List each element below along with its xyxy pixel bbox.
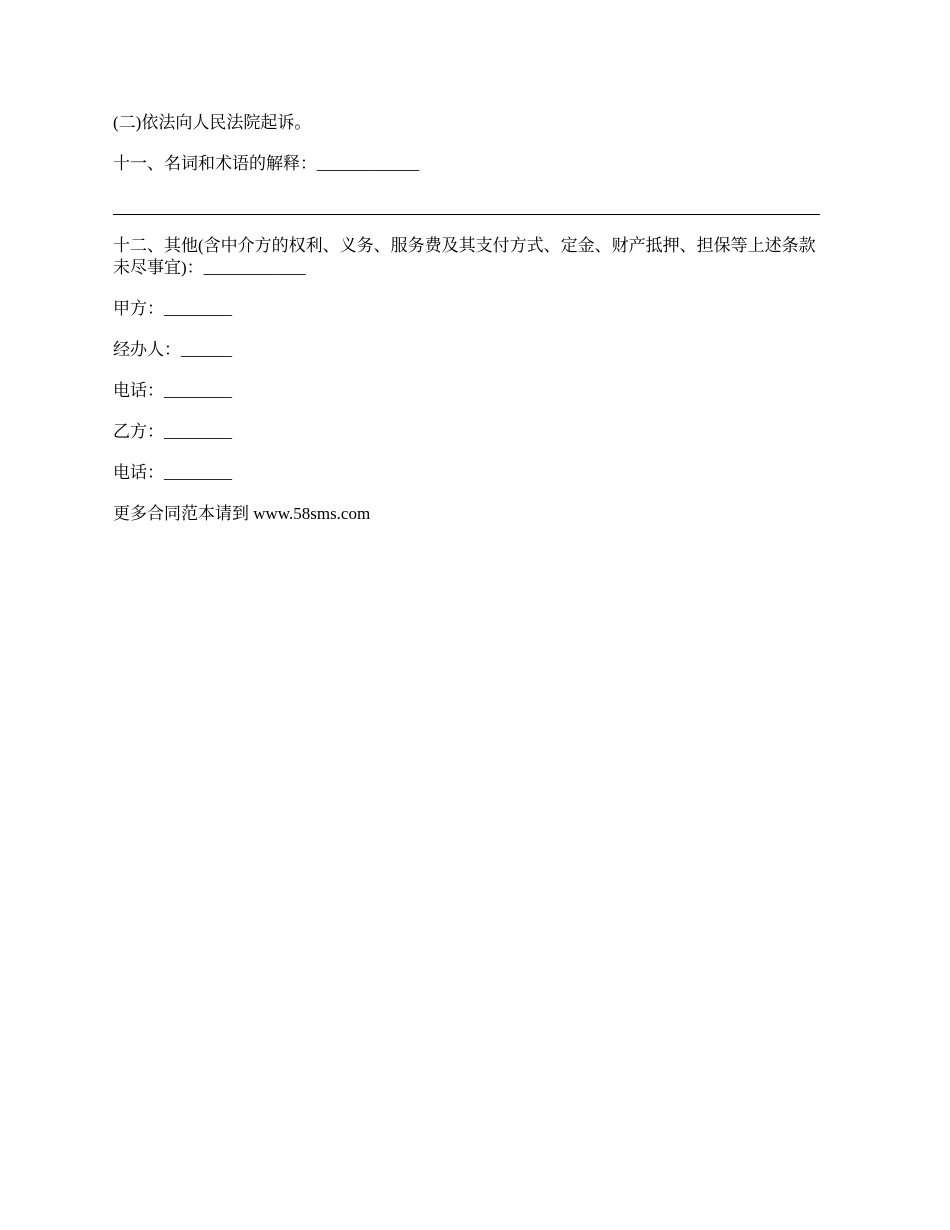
clause-terms-definition: 十一、名词和术语的解释：____________ (113, 154, 419, 173)
party-b-phone: 电话：________ (113, 463, 232, 482)
fill-in-blank-line (113, 194, 820, 216)
party-a-phone: 电话：________ (113, 381, 232, 400)
clause-other-matters: 十二、其他(含中介方的权利、义务、服务费及其支付方式、定金、财产抵押、担保等上述条款未尽事宜)：____________ (113, 236, 816, 277)
party-a-signature: 甲方：________ (113, 299, 232, 318)
clause-lawsuit: (二)依法向人民法院起诉。 (113, 113, 312, 132)
footer-note: 更多合同范本请到 www.58sms.com (113, 504, 371, 523)
party-b-signature: 乙方：________ (113, 422, 232, 441)
document-page (113, 112, 828, 544)
agent-signature: 经办人：______ (113, 340, 232, 359)
